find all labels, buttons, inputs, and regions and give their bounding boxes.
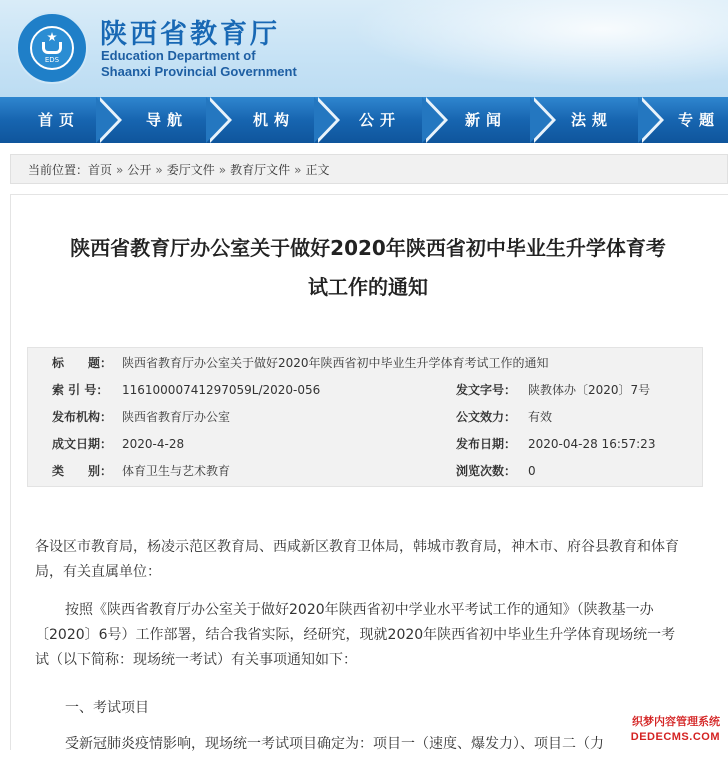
- org-name-en-line2: Shaanxi Provincial Government: [101, 64, 297, 79]
- article-title-line2: 试工作的通知: [308, 275, 428, 299]
- main-nav: [0, 97, 728, 143]
- meta-views-value: 0: [528, 464, 536, 478]
- logo-text: EDS: [44, 56, 60, 64]
- meta-title-label: 标 题：: [52, 356, 113, 370]
- meta-created-label: 成文日期：: [52, 437, 113, 451]
- meta-row-title: [28, 350, 702, 376]
- nav-item-public[interactable]: 公开: [358, 111, 401, 129]
- meta-docno-value: 陕教体办〔2020〕7号: [528, 383, 651, 397]
- org-name-en-line1: Education Department of: [101, 48, 256, 63]
- nav-item-home[interactable]: 首页: [37, 111, 80, 129]
- meta-row-category: [28, 458, 702, 484]
- book-icon: [42, 42, 62, 54]
- breadcrumb-prefix: 当前位置：: [28, 163, 89, 177]
- body-paragraph-intro: 按照《陕西省教育厅办公室关于做好2020年陕西省初中学业水平考试工作的通知》（陕教基一办〔2020〕6号）工作部署，结合我省实际，经研究，现就2020年陕西省初中毕业生升学体育现场统一考试（以下简称：现场统一考试）有关事项通知如下：: [35, 602, 676, 668]
- nav-item-topics[interactable]: 专题: [677, 111, 720, 129]
- breadcrumb-docs[interactable]: 委厅文件: [166, 163, 215, 177]
- nav-item-agencies[interactable]: 机构: [252, 111, 295, 129]
- meta-published-value: 2020-04-28 16:57:23: [528, 437, 656, 451]
- body-paragraph-items: 受新冠肺炎疫情影响，现场统一考试项目确定为：项目一（速度、爆发力）、项目二（力: [65, 736, 604, 752]
- nav-item-laws[interactable]: 法规: [570, 111, 613, 129]
- meta-validity-value: 有效: [528, 410, 553, 424]
- breadcrumb-edu-docs[interactable]: 教育厅文件: [230, 163, 291, 177]
- meta-docno-label: 发文字号：: [456, 383, 517, 397]
- nav-item-guide[interactable]: 导航: [145, 111, 188, 129]
- meta-row-issuer: [28, 404, 702, 430]
- meta-validity-label: 公文效力：: [456, 410, 517, 424]
- article-title-line1: 陕西省教育厅办公室关于做好2020年陕西省初中毕业生升学体育考: [70, 236, 666, 260]
- watermark-line2: DEDECMS.COM: [630, 731, 720, 743]
- meta-row-index: [28, 377, 702, 403]
- breadcrumb-home[interactable]: 首页: [88, 163, 113, 177]
- article-container: [10, 194, 728, 750]
- breadcrumb-separator: »: [155, 163, 163, 177]
- breadcrumb-separator: »: [218, 163, 227, 177]
- meta-published-label: 发布日期：: [456, 437, 517, 451]
- meta-row-dates: [28, 431, 702, 457]
- site-logo[interactable]: [16, 12, 88, 84]
- watermark-line1: 织梦内容管理系统: [632, 715, 720, 728]
- meta-category-value: 体育卫生与艺术教育: [122, 464, 231, 478]
- article-title: [23, 229, 713, 307]
- nav-item-news[interactable]: 新闻: [464, 111, 507, 129]
- meta-category-label: 类 别：: [52, 464, 113, 478]
- meta-title-value: 陕西省教育厅办公室关于做好2020年陕西省初中毕业生升学体育考试工作的通知: [122, 356, 549, 370]
- document-meta-table: [27, 347, 703, 487]
- breadcrumb: [10, 154, 728, 184]
- org-name-cn: 陕西省教育厅: [100, 19, 280, 50]
- meta-created-value: 2020-4-28: [122, 437, 185, 451]
- star-icon: [47, 32, 57, 42]
- breadcrumb-public[interactable]: 公开: [127, 163, 152, 177]
- breadcrumb-separator: »: [116, 163, 124, 177]
- meta-issuer-value: 陕西省教育厅办公室: [122, 410, 231, 424]
- breadcrumb-current: 正文: [305, 163, 330, 177]
- breadcrumb-separator: »: [294, 163, 302, 177]
- meta-index-value: 11610000741297059L/2020-056: [122, 383, 321, 397]
- meta-issuer-label: 发布机构：: [52, 410, 113, 424]
- meta-views-label: 浏览次数：: [456, 464, 517, 478]
- site-header: [0, 0, 728, 97]
- watermark: [616, 709, 728, 750]
- body-paragraph-recipients: 各设区市教育局，杨凌示范区教育局、西咸新区教育卫体局，韩城市教育局，神木市、府谷县教育和体育局，有关直属单位：: [35, 539, 679, 580]
- meta-index-label: 索 引 号：: [52, 383, 109, 397]
- body-section-heading: 一、考试项目: [65, 700, 149, 716]
